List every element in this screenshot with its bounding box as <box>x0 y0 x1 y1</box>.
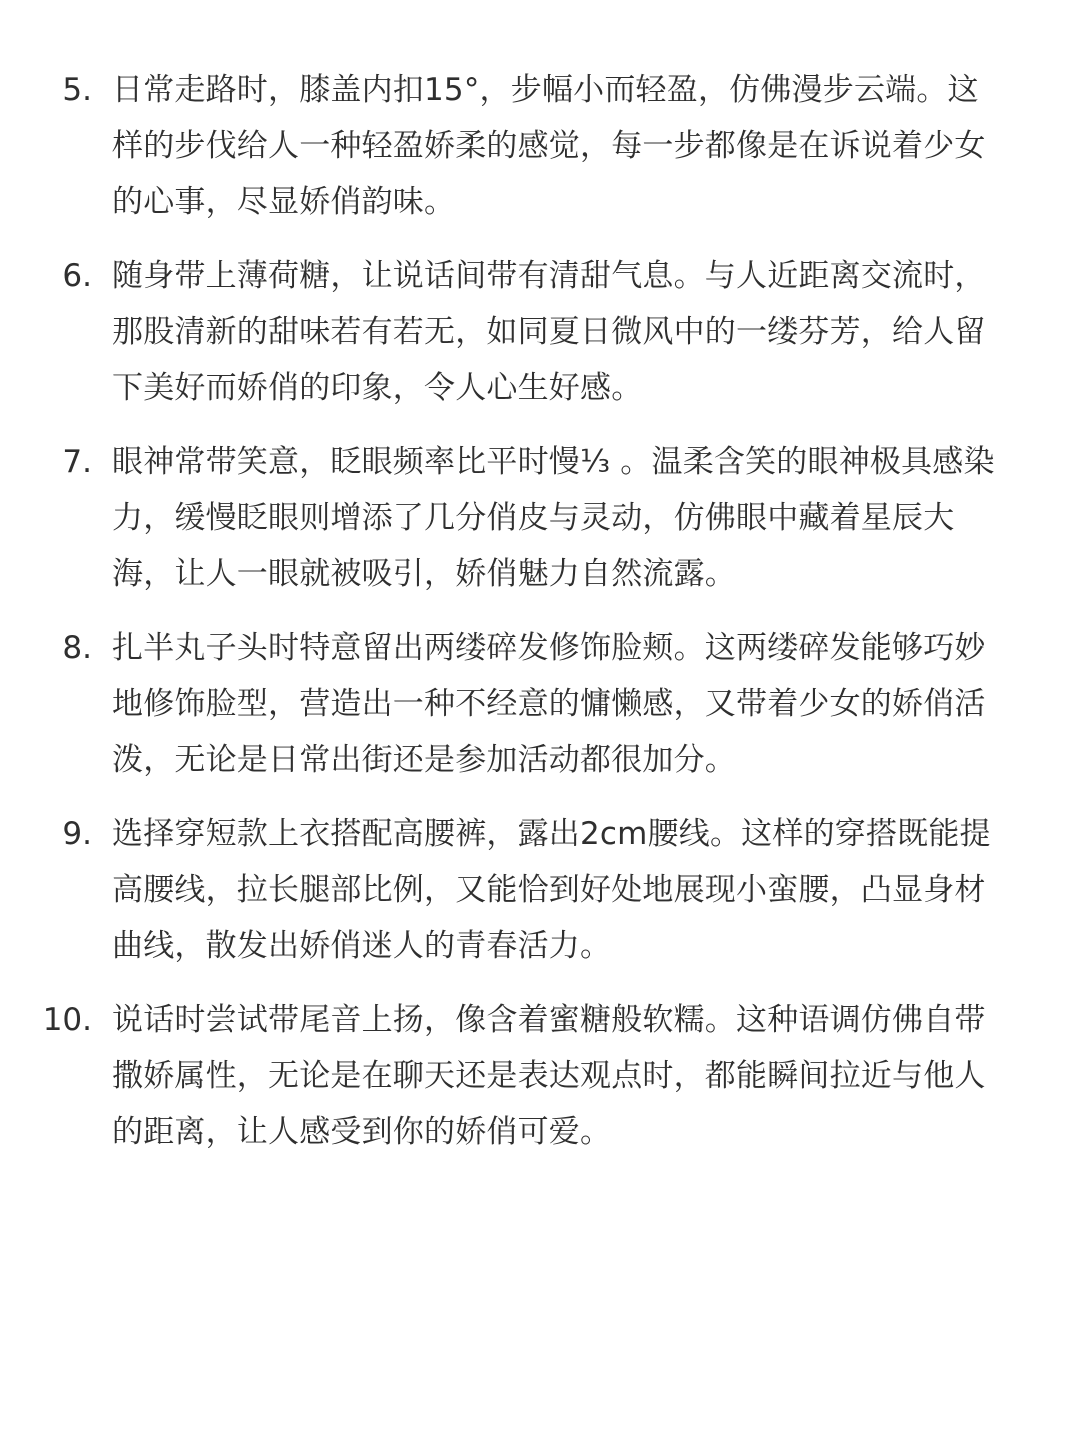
text-line: 日常走路时，膝盖内扣15°，步幅小而轻盈，仿佛漫步云端。这 <box>112 72 979 108</box>
text-line: 的心事，尽显娇俏韵味。 <box>112 184 456 220</box>
text-line: 撒娇属性，无论是在聊天还是表达观点时，都能瞬间拉近与他人 <box>112 1058 986 1094</box>
tips-list <box>0 62 1080 1178</box>
item-text <box>112 620 1017 788</box>
text-line: 的距离，让人感受到你的娇俏可爱。 <box>112 1114 612 1150</box>
text-line: 下美好而娇俏的印象，令人心生好感。 <box>112 370 643 406</box>
item-text <box>112 992 1017 1160</box>
list-item <box>0 620 1080 788</box>
item-number: 9. <box>62 816 92 852</box>
item-number: 8. <box>62 630 92 666</box>
text-line: 眼神常带笑意，眨眼频率比平时慢⅓ 。温柔含笑的眼神极具感染 <box>112 444 995 480</box>
text-line: 泼，无论是日常出街还是参加活动都很加分。 <box>112 742 736 778</box>
item-number: 10. <box>42 1002 92 1038</box>
text-line: 海，让人一眼就被吸引，娇俏魅力自然流露。 <box>112 556 736 592</box>
item-number: 5. <box>62 72 92 108</box>
text-line: 说话时尝试带尾音上扬，像含着蜜糖般软糯。这种语调仿佛自带 <box>112 1002 986 1038</box>
item-text <box>112 62 1017 230</box>
item-text <box>112 434 1017 602</box>
text-line: 高腰线，拉长腿部比例，又能恰到好处地展现小蛮腰，凸显身材 <box>112 872 986 908</box>
item-text <box>112 806 1017 974</box>
list-item <box>0 992 1080 1160</box>
text-line: 选择穿短款上衣搭配高腰裤，露出2cm腰线。这样的穿搭既能提 <box>112 816 991 852</box>
item-number: 7. <box>62 444 92 480</box>
item-text <box>112 248 1017 416</box>
text-line: 随身带上薄荷糖，让说话间带有清甜气息。与人近距离交流时， <box>112 258 986 294</box>
item-number: 6. <box>62 258 92 294</box>
list-item <box>0 434 1080 602</box>
text-line: 力，缓慢眨眼则增添了几分俏皮与灵动，仿佛眼中藏着星辰大 <box>112 500 955 536</box>
text-line: 地修饰脸型，营造出一种不经意的慵懒感，又带着少女的娇俏活 <box>112 686 986 722</box>
text-line: 曲线，散发出娇俏迷人的青春活力。 <box>112 928 612 964</box>
text-line: 扎半丸子头时特意留出两缕碎发修饰脸颊。这两缕碎发能够巧妙 <box>112 630 986 666</box>
list-item <box>0 248 1080 416</box>
text-line: 样的步伐给人一种轻盈娇柔的感觉，每一步都像是在诉说着少女 <box>112 128 986 164</box>
list-item <box>0 806 1080 974</box>
text-line: 那股清新的甜味若有若无，如同夏日微风中的一缕芬芳，给人留 <box>112 314 986 350</box>
list-item <box>0 62 1080 230</box>
